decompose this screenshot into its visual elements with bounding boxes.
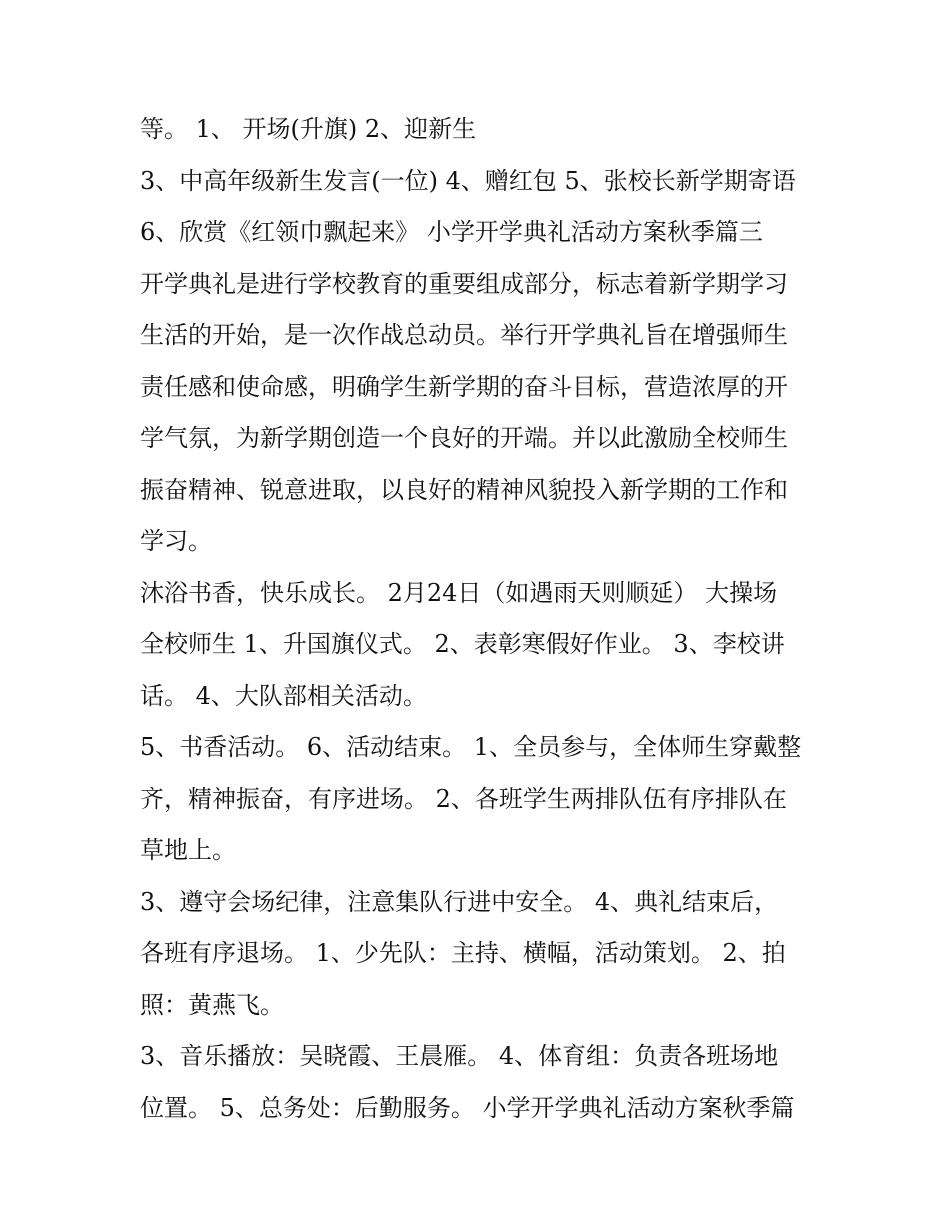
text-line: 学习。 xyxy=(140,527,212,555)
text-line: 等。 1、 开场(升旗) 2、迎新生 xyxy=(140,115,477,143)
text-line: 话。 4、大队部相关活动。 xyxy=(140,681,427,710)
text-line: 3、音乐播放：吴晓霞、王晨雁。 4、体育组：负责各班场地 xyxy=(140,1042,779,1070)
text-line: 学气氛，为新学期创造一个良好的开端。并以此激励全校师生 xyxy=(140,424,788,452)
text-line: 责任感和使命感，明确学生新学期的奋斗目标，营造浓厚的开 xyxy=(140,372,788,401)
text-line: 齐，精神振奋，有序进场。 2、各班学生两排队伍有序排队在 xyxy=(140,784,787,813)
text-line: 3、遵守会场纪律，注意集队行进中安全。 4、典礼结束后， xyxy=(140,887,779,916)
text-line: 5、书香活动。 6、活动结束。 1、全员参与，全体师生穿戴整 xyxy=(140,733,802,761)
text-line: 振奋精神、锐意进取，以良好的精神风貌投入新学期的工作和 xyxy=(140,475,788,504)
text-line: 草地上。 xyxy=(140,836,236,864)
text-line: 6、欣赏《红领巾飘起来》 小学开学典礼活动方案秋季篇三 xyxy=(140,218,763,246)
text-line: 照：黄燕飞。 xyxy=(140,990,284,1019)
text-line: 3、中高年级新生发言(一位) 4、赠红包 5、张校长新学期寄语 xyxy=(140,166,796,195)
text-line: 各班有序退场。 1、少先队：主持、横幅，活动策划。 2、拍 xyxy=(140,939,786,967)
text-line: 生活的开始，是一次作战总动员。举行开学典礼旨在增强师生 xyxy=(140,321,788,349)
text-line: 全校师生 1、升国旗仪式。 2、表彰寒假好作业。 3、李校讲 xyxy=(140,630,785,658)
text-line: 开学典礼是进行学校教育的重要组成部分，标志着新学期学习 xyxy=(140,269,788,298)
text-line: 沐浴书香，快乐成长。 2月24日（如遇雨天则顺延） 大操场 xyxy=(140,578,778,607)
text-line: 位置。 5、总务处：后勤服务。 小学开学典礼活动方案秋季篇 xyxy=(140,1093,795,1122)
document-body xyxy=(140,104,830,1134)
